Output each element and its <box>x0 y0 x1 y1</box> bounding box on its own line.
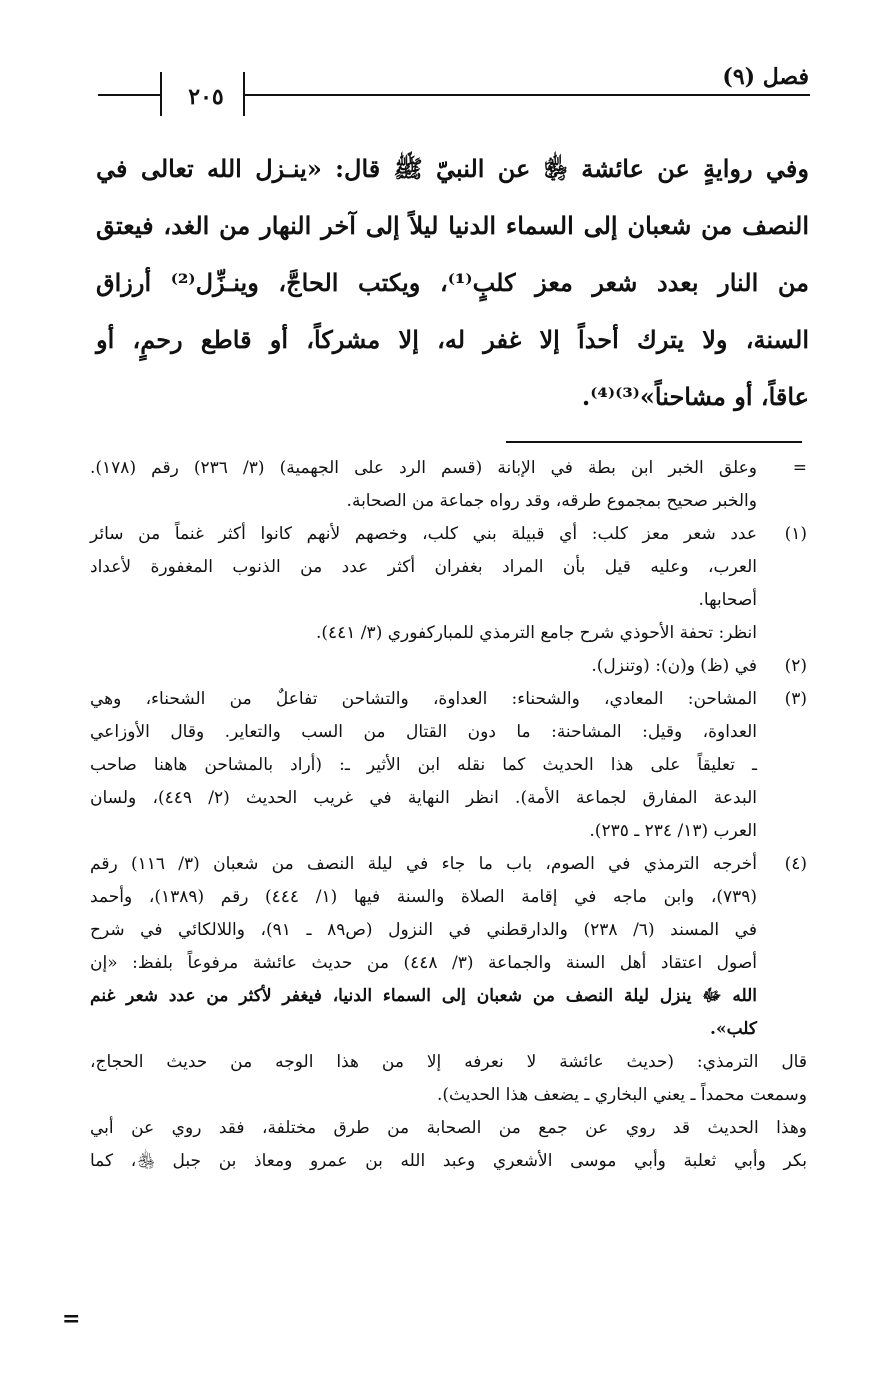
footnote-line: العداوة، وقيل: المشاحنة: ما دون القتال من السب والتعاير. وقال الأوزاعي <box>90 722 757 742</box>
footnote-line: في (ظ) و(ن): (وتنزل). <box>591 656 757 676</box>
footnote-line: الله ﷻ ينزل ليلة النصف من شعبان إلى السماء الدنيا، فيغفر لأكثر من عدد شعر غنم <box>90 986 757 1006</box>
footnote-line: بكر وأبي ثعلبة وأبي موسى الأشعري وعبد الله بن عمرو ومعاذ بن جبل ﵃، كما <box>90 1151 807 1171</box>
footnote-line: (٧٣٩)، وابن ماجه في إقامة الصلاة والسنة فيها (١/ ٤٤٤) رقم (١٣٨٩)، وأحمد <box>90 887 758 907</box>
footnote-line: وهذا الحديث قد روي عن جمع من الصحابة من طرق مختلفة، فقد روي عن أبي <box>90 1118 807 1138</box>
main-text-line: النصف من شعبان إلى السماء الدنيا ليلاً إلى آخر النهار من الغد، فيعتق <box>96 211 809 240</box>
footnotes <box>90 452 807 1178</box>
header-rule-right <box>244 94 810 96</box>
footnote-commentary <box>90 1046 807 1178</box>
footnote-line: العرب، وعليه قيل بأن المراد بغفران أكثر عدد من الذنوب المغفورة لأعداد <box>90 557 757 577</box>
footnote-1 <box>90 518 807 650</box>
footnote-line: وعلق الخبر ابن بطة في الإبانة (قسم الرد على الجهمية) (٣/ ٢٣٦) رقم (١٧٨). <box>90 458 757 478</box>
footnote-line: أخرجه الترمذي في الصوم، باب ما جاء في ليلة النصف من شعبان (٣/ ١١٦) رقم <box>90 854 757 874</box>
footnote-line: ـ تعليقاً على هذا الحديث كما نقله ابن الأثير ـ: (أراد بالمشاحن هاهنا صاحب <box>90 755 757 775</box>
footnote-line: في المسند (٦/ ٢٣٨) والدارقطني في النزول (ص٨٩ ـ ٩١)، واللالكائي في شرح <box>90 920 757 940</box>
page-number: ٢٠٥ <box>188 84 224 110</box>
footnote-line: عدد شعر معز كلب: أي قبيلة بني كلب، وخصهم لأنهم كانوا أكثر غنماً من سائر <box>90 524 757 544</box>
footnote-line: قال الترمذي: (حديث عائشة لا نعرفه إلا من هذا الوجه من حديث الحجاج، <box>90 1052 807 1072</box>
main-text-line: عاقاً، أو مشاحناً»⁽³⁾⁽⁴⁾. <box>581 382 809 411</box>
footnote-mark: (٤) <box>784 854 807 874</box>
footnote-continuation <box>90 452 807 518</box>
footnote-3 <box>90 683 807 848</box>
footnote-line: وسمعت محمداً ـ يعني البخاري ـ يضعف هذا الحديث). <box>437 1085 807 1105</box>
footnote-2 <box>90 650 807 683</box>
header-divider-right <box>243 72 245 116</box>
footnote-line: البدعة المفارق لجماعة الأمة). انظر النهاية في غريب الحديث (٢/ ٤٤٩)، ولسان <box>90 788 757 808</box>
header-divider-left <box>160 72 162 116</box>
footnote-line: المشاحن: المعادي، والشحناء: العداوة، والتشاحن تفاعلٌ من الشحناء، وهي <box>90 689 757 709</box>
chapter-heading: فصل (٩) <box>722 64 809 90</box>
main-text-line: السنة، ولا يترك أحداً إلا غفر له، إلا مشركاً، أو قاطع رحمٍ، أو <box>96 325 809 354</box>
footnote-line: أصحابها. <box>698 590 757 610</box>
main-text <box>96 140 809 425</box>
header-rule-left <box>98 94 160 96</box>
footnote-line: انظر: تحفة الأحوذي شرح جامع الترمذي للمباركفوري (٣/ ٤٤١). <box>315 623 757 643</box>
footnote-line: العرب (١٣/ ٢٣٤ ـ ٢٣٥). <box>589 821 757 841</box>
footnote-mark: = <box>792 458 807 478</box>
main-text-line: من النار بعدد شعر معز كلبٍ⁽¹⁾، ويكتب الحاجَّ، وينـزِّل⁽²⁾ أرزاق <box>96 268 810 297</box>
footnote-mark: (٣) <box>784 689 807 709</box>
footnote-line: أصول اعتقاد أهل السنة والجماعة (٣/ ٤٤٨) من حديث عائشة مرفوعاً بلفظ: «إن <box>90 953 757 973</box>
footnote-mark: (٢) <box>784 656 807 676</box>
main-text-line: وفي روايةٍ عن عائشة ﵂ عن النبيّ ﷺ قال: «ينـزل الله تعالى في <box>96 154 809 183</box>
continuation-mark: = <box>62 1306 81 1332</box>
footnote-4 <box>90 848 807 1046</box>
footnote-mark: (١) <box>784 524 807 544</box>
footnote-line: كلب». <box>710 1019 757 1039</box>
footnote-separator <box>506 441 802 443</box>
footnote-line: والخبر صحيح بمجموع طرقه، وقد رواه جماعة من الصحابة. <box>346 491 757 511</box>
